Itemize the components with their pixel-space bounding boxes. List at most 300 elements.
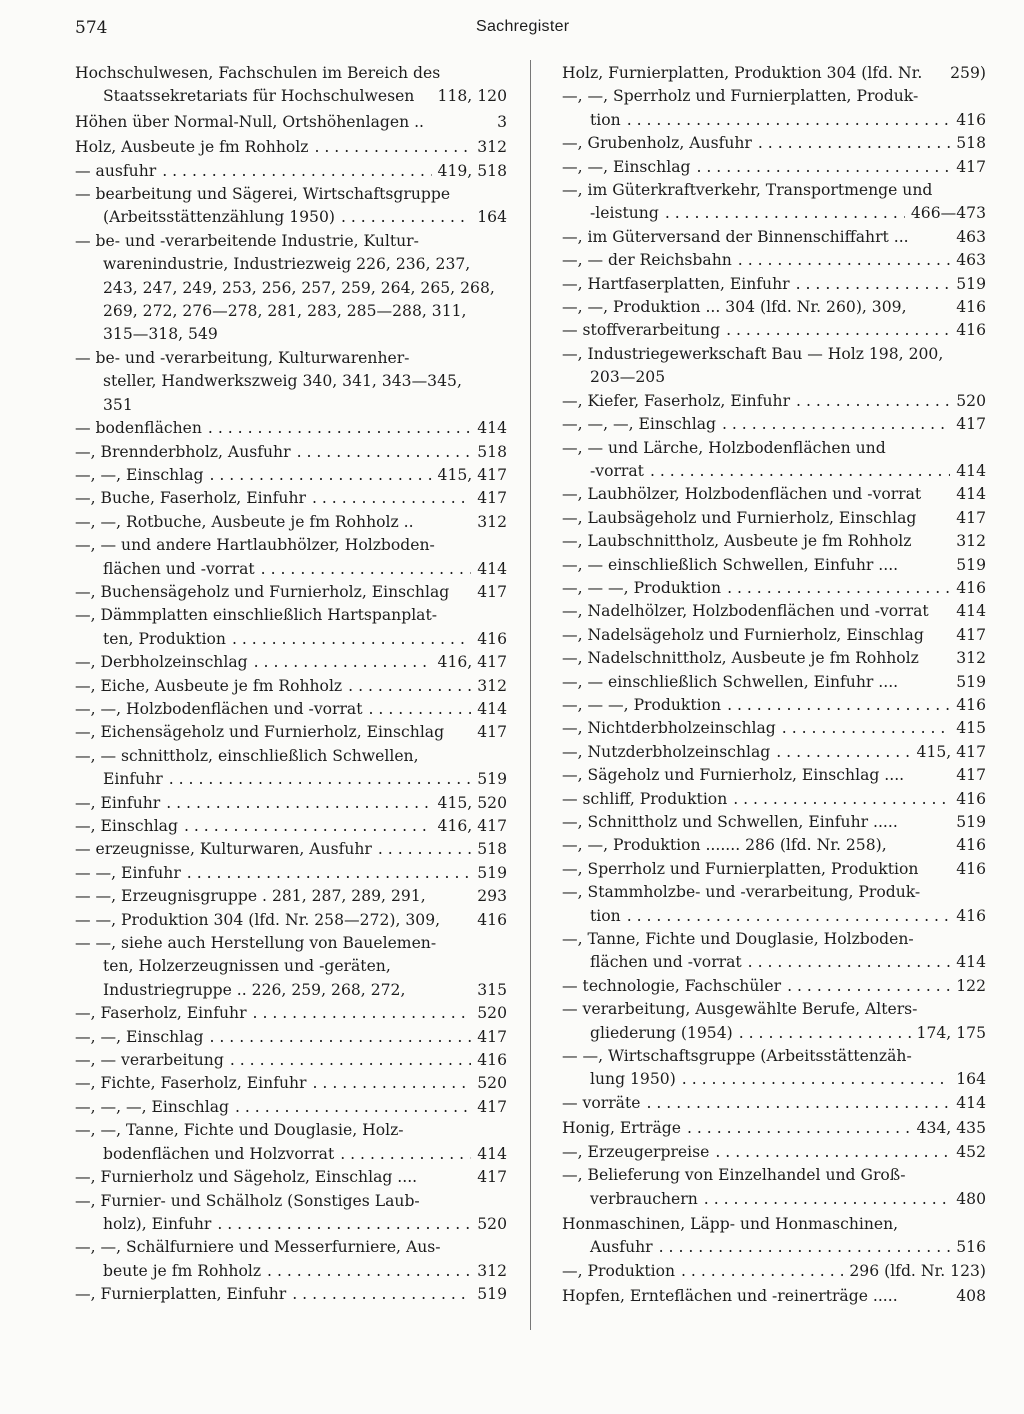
- index-entry-text: —, Nutzderbholzeinschlag: [562, 742, 771, 761]
- index-entry: [75, 838, 507, 861]
- index-entry: [75, 464, 507, 487]
- index-entry-last-line: [562, 390, 986, 413]
- page-reference: 519: [956, 672, 986, 691]
- index-entry-text: verbrauchern: [590, 1189, 698, 1208]
- index-entry-text: —, Nadelschnittholz, Ausbeute je fm Rohholz: [562, 649, 919, 668]
- index-entry: [75, 815, 507, 838]
- index-entry-last-line: [562, 483, 986, 506]
- leader-dots: [378, 838, 471, 861]
- index-entry-text: —, — verarbeitung: [75, 1051, 224, 1070]
- column-divider: [530, 60, 531, 1330]
- index-entry-last-line: [562, 366, 986, 389]
- leader-dots: [348, 675, 471, 698]
- page-reference: 416: [956, 578, 986, 597]
- index-entry: [562, 249, 986, 272]
- index-entry-text: —, Faserholz, Einfuhr: [75, 1004, 247, 1023]
- index-entry-last-line: [75, 651, 507, 674]
- page-reference: 416: [956, 789, 986, 808]
- page-reference: 174, 175: [916, 1023, 986, 1042]
- index-entry-line: —, im Güterkraftverkehr, Transportmenge und: [562, 181, 933, 200]
- page-reference: 3: [497, 112, 507, 131]
- index-entry-text: —, Hartfaserplatten, Einfuhr: [562, 274, 790, 293]
- index-entry: [562, 717, 986, 740]
- index-entry-last-line: [562, 413, 986, 436]
- index-entry-text: —, —, Rotbuche, Ausbeute je fm Rohholz ..: [75, 512, 414, 531]
- page-reference: 520: [477, 1004, 507, 1023]
- index-entry: [562, 437, 986, 484]
- index-entry: [75, 1072, 507, 1095]
- page-reference: 520: [477, 1214, 507, 1233]
- index-entry-line: Honmaschinen, Läpp- und Honmaschinen,: [562, 1214, 899, 1233]
- index-column-right: [562, 62, 986, 1309]
- index-entry-last-line: [562, 132, 986, 155]
- index-entry-last-line: [562, 647, 986, 670]
- leader-dots: [340, 1143, 471, 1166]
- page-reference: 417: [477, 1027, 507, 1046]
- leader-dots: [659, 1236, 951, 1259]
- index-entry-last-line: [562, 717, 986, 740]
- page-reference: 417: [477, 1168, 507, 1187]
- page-reference: 414: [477, 419, 507, 438]
- leader-dots: [796, 273, 951, 296]
- index-entry-last-line: [75, 160, 507, 183]
- index-entry: [562, 1117, 986, 1140]
- index-entry-text: — —, Produktion 304 (lfd. Nr. 258—272), 309,: [75, 910, 441, 929]
- index-entry: [562, 156, 986, 179]
- index-entry: [75, 487, 507, 510]
- index-entry-text: —, Buchensägeholz und Furnierholz, Einschlag: [75, 582, 450, 601]
- index-entry-text: — stoffverarbeitung: [562, 321, 721, 340]
- leader-dots: [209, 1026, 471, 1049]
- index-entry-last-line: [75, 394, 507, 417]
- index-entry-line: 243, 247, 249, 253, 256, 257, 259, 264, 265, 268,: [103, 278, 495, 297]
- index-entry-text: —, — —, Produktion: [562, 578, 722, 597]
- page-reference: 417: [956, 508, 986, 527]
- index-entry-text: —, Kiefer, Faserholz, Einfuhr: [562, 391, 791, 410]
- index-entry-last-line: [75, 85, 507, 108]
- index-entry: [562, 1092, 986, 1115]
- index-entry-last-line: [562, 156, 986, 179]
- leader-dots: [687, 1117, 911, 1140]
- index-entry-last-line: [75, 1260, 507, 1283]
- index-entry-text: —, —, Holzbodenflächen und -vorrat: [75, 699, 363, 718]
- page-reference: 519: [956, 274, 986, 293]
- leader-dots: [650, 460, 950, 483]
- index-entry-last-line: [75, 979, 507, 1002]
- index-entry-line: — be- und -verarbeitende Industrie, Kultur-: [75, 231, 419, 250]
- index-entry-text: —, Eichensägeholz und Furnierholz, Einschlag: [75, 723, 445, 742]
- leader-dots: [313, 1072, 472, 1095]
- leader-dots: [776, 741, 910, 764]
- index-entry-last-line: [562, 671, 986, 694]
- index-entry-last-line: [75, 558, 507, 581]
- page-reference: 414: [956, 953, 986, 972]
- page-reference: 480: [956, 1189, 986, 1208]
- index-entry-text: — technologie, Fachschüler: [562, 976, 782, 995]
- index-entry-text: Holz, Ausbeute je fm Rohholz: [75, 138, 309, 157]
- index-entry: [562, 390, 986, 413]
- index-entry-line: —, Stammholzbe- und -verarbeitung, Produk-: [562, 883, 921, 902]
- index-entry: [562, 530, 986, 553]
- page-reference: 312: [956, 532, 986, 551]
- index-entry: [75, 909, 507, 932]
- index-entry-last-line: [75, 136, 507, 159]
- index-entry: [75, 230, 507, 347]
- index-entry: [562, 764, 986, 787]
- page-reference: 417: [956, 415, 986, 434]
- index-entry-text: —, — einschließlich Schwellen, Einfuhr ....: [562, 555, 899, 574]
- index-entry-last-line: [75, 1166, 507, 1189]
- page-number: 574: [75, 18, 108, 38]
- leader-dots: [169, 768, 472, 791]
- leader-dots: [261, 558, 472, 581]
- page-reference: 463: [956, 251, 986, 270]
- index-entry-last-line: [562, 202, 986, 225]
- leader-dots: [187, 862, 471, 885]
- index-entry-text: 203—205: [590, 368, 666, 387]
- index-entry-last-line: [75, 675, 507, 698]
- index-entry-text: Honig, Erträge: [562, 1119, 681, 1138]
- index-entry-text: —, Derbholzeinschlag: [75, 653, 248, 672]
- index-entry-last-line: [75, 1096, 507, 1119]
- index-entry-text: —, —, Einschlag: [562, 157, 691, 176]
- index-entry-text: —, Einfuhr: [75, 793, 161, 812]
- page-reference: 519: [477, 770, 507, 789]
- index-entry-line: —, Industriegewerkschaft Bau — Holz 198, 200,: [562, 344, 944, 363]
- page-header: [0, 14, 1024, 44]
- index-entry: [562, 928, 986, 975]
- page-reference: 518: [477, 840, 507, 859]
- leader-dots: [733, 788, 950, 811]
- index-entry-last-line: [75, 885, 507, 908]
- index-entry-last-line: [562, 1141, 986, 1164]
- leader-dots: [184, 815, 432, 838]
- index-entry-text: — ausfuhr: [75, 161, 157, 180]
- index-entry-last-line: [75, 1072, 507, 1095]
- running-head: Sachregister: [476, 18, 570, 35]
- page-reference: 419, 518: [437, 161, 507, 180]
- index-entry-line: —, —, Sperrholz und Furnierplatten, Produk-: [562, 87, 919, 106]
- index-entry: [75, 885, 507, 908]
- leader-dots: [681, 1260, 843, 1283]
- index-entry-text: —, Fichte, Faserholz, Einfuhr: [75, 1074, 307, 1093]
- page-reference: 415, 520: [437, 793, 507, 812]
- index-entry-text: —, Erzeugerpreise: [562, 1142, 710, 1161]
- index-entry: [562, 998, 986, 1045]
- index-entry: [75, 136, 507, 159]
- index-entry: [562, 624, 986, 647]
- index-entry-line: —, Belieferung von Einzelhandel und Groß-: [562, 1166, 906, 1185]
- index-entry: [75, 1119, 507, 1166]
- index-entry: [562, 226, 986, 249]
- page-reference: 416: [956, 906, 986, 925]
- index-entry-last-line: [562, 905, 986, 928]
- leader-dots: [696, 156, 950, 179]
- index-entry-text: beute je fm Rohholz: [103, 1261, 262, 1280]
- index-entry: [562, 811, 986, 834]
- index-entry-text: —, Laubschnittholz, Ausbeute je fm Rohholz: [562, 532, 912, 551]
- page-reference: 417: [477, 489, 507, 508]
- page-reference: 416: [956, 321, 986, 340]
- page-reference: 416: [956, 859, 986, 878]
- page-reference: 408: [956, 1287, 986, 1306]
- index-entry: [75, 1002, 507, 1025]
- index-entry: [75, 932, 507, 1002]
- index-entry-text: —, Furnierholz und Sägeholz, Einschlag ....: [75, 1168, 418, 1187]
- index-entry: [562, 577, 986, 600]
- index-entry-last-line: [562, 226, 986, 249]
- index-entry-text: tion: [590, 906, 621, 925]
- leader-dots: [727, 694, 950, 717]
- index-entry: [75, 1026, 507, 1049]
- index-entry-text: flächen und -vorrat: [103, 559, 255, 578]
- index-entry-last-line: [75, 111, 507, 134]
- index-entry-last-line: [75, 792, 507, 815]
- index-entry: [562, 179, 986, 226]
- index-entry: [75, 581, 507, 604]
- index-entry-line: —, — und Lärche, Holzbodenflächen und: [562, 438, 886, 457]
- index-entry-text: lung 1950): [590, 1070, 676, 1089]
- page-reference: 416, 417: [437, 817, 507, 835]
- index-entry: [562, 647, 986, 670]
- leader-dots: [748, 951, 951, 974]
- leader-dots: [292, 1283, 471, 1306]
- index-entry-last-line: [562, 554, 986, 577]
- index-entry-last-line: [562, 249, 986, 272]
- index-entry-text: —, Schnittholz und Schwellen, Einfuhr .....: [562, 813, 898, 831]
- index-entry-text: —, Nichtderbholzeinschlag: [562, 719, 776, 738]
- leader-dots: [314, 136, 471, 159]
- page-reference: 463: [956, 227, 986, 246]
- page-reference: 417: [477, 582, 507, 601]
- index-entry: [562, 85, 986, 132]
- leader-dots: [208, 417, 471, 440]
- index-entry-last-line: [75, 206, 507, 229]
- index-entry-last-line: [75, 1283, 507, 1306]
- index-entry-last-line: [562, 951, 986, 974]
- index-entry-text: —, —, Produktion ... 304 (lfd. Nr. 260), 309,: [562, 298, 907, 317]
- page-reference: 417: [956, 766, 986, 785]
- page-reference: 519: [956, 555, 986, 574]
- index-entry-line: — be- und -verarbeitung, Kulturwarenher-: [75, 348, 410, 367]
- page-reference: 259): [950, 64, 986, 82]
- index-entry-text: — —, Einfuhr: [75, 863, 181, 882]
- index-entry-line: —, — schnittholz, einschließlich Schwellen,: [75, 746, 419, 765]
- leader-dots: [627, 109, 951, 132]
- index-entry-text: —, — einschließlich Schwellen, Einfuhr ....: [562, 672, 899, 691]
- index-entry-line: ten, Holzerzeugnissen und -geräten,: [103, 957, 391, 976]
- page-reference: 164: [956, 1070, 986, 1089]
- index-entry-text: 351: [103, 395, 133, 414]
- index-entry: [75, 111, 507, 134]
- index-entry-text: — —, Erzeugnisgruppe . 281, 287, 289, 291,: [75, 887, 426, 906]
- index-entry-last-line: [562, 624, 986, 647]
- index-entry: [75, 745, 507, 792]
- leader-dots: [230, 1049, 471, 1072]
- index-entry-line: —, —, Tanne, Fichte und Douglasie, Holz-: [75, 1121, 404, 1140]
- index-entry-last-line: [75, 628, 507, 651]
- index-entry-last-line: [562, 600, 986, 623]
- leader-dots: [209, 464, 431, 487]
- index-entry-text: Ausfuhr: [590, 1238, 653, 1257]
- index-entry-last-line: [562, 975, 986, 998]
- leader-dots: [682, 1068, 950, 1091]
- index-entry: [75, 183, 507, 230]
- index-entry-last-line: [562, 764, 986, 787]
- index-entry-last-line: [562, 1188, 986, 1211]
- index-entry-last-line: [562, 1236, 986, 1259]
- index-entry-text: —, Einschlag: [75, 817, 178, 835]
- index-entry-last-line: [75, 511, 507, 534]
- index-entry: [75, 1236, 507, 1283]
- page-reference: 414: [477, 699, 507, 718]
- index-entry: [562, 694, 986, 717]
- index-entry-text: Einfuhr: [103, 770, 163, 789]
- page-reference: 518: [956, 134, 986, 153]
- index-entry: [562, 296, 986, 319]
- page-reference: 312: [477, 512, 507, 531]
- leader-dots: [758, 132, 950, 155]
- index-entry-text: — schliff, Produktion: [562, 789, 728, 808]
- leader-dots: [217, 1213, 471, 1236]
- index-entry-line: Hochschulwesen, Fachschulen im Bereich des: [75, 64, 441, 82]
- index-entry: [75, 1096, 507, 1119]
- leader-dots: [254, 651, 432, 674]
- index-entry-last-line: [75, 1002, 507, 1025]
- page-reference: 417: [956, 625, 986, 644]
- index-entry: [75, 1190, 507, 1237]
- index-entry-last-line: [75, 1049, 507, 1072]
- page-reference: 416: [477, 910, 507, 929]
- index-entry: [562, 273, 986, 296]
- index-entry-last-line: [562, 811, 986, 834]
- index-entry: [75, 862, 507, 885]
- leader-dots: [312, 487, 471, 510]
- leader-dots: [267, 1260, 471, 1283]
- index-entry-last-line: [75, 698, 507, 721]
- index-entry-text: —, — der Reichsbahn: [562, 251, 732, 270]
- index-entry: [75, 1283, 507, 1306]
- index-entry-text: —, Eiche, Ausbeute je fm Rohholz: [75, 676, 343, 695]
- index-entry-last-line: [562, 1068, 986, 1091]
- page-reference: 417: [956, 157, 986, 176]
- index-entry-text: —, Nadelsägeholz und Furnierholz, Einschlag: [562, 625, 924, 644]
- index-entry-text: gliederung (1954): [590, 1023, 733, 1042]
- index-entry-text: Holz, Furnierplatten, Produktion 304 (lfd. Nr.: [562, 64, 923, 82]
- leader-dots: [341, 206, 471, 229]
- index-entry-text: —, Laubhölzer, Holzbodenflächen und -vorrat: [562, 485, 922, 504]
- index-entry-text: — bodenflächen: [75, 419, 202, 438]
- page-reference: 415: [956, 719, 986, 738]
- leader-dots: [665, 202, 905, 225]
- index-entry: [562, 319, 986, 342]
- index-entry-last-line: [562, 577, 986, 600]
- index-entry: [562, 343, 986, 390]
- index-entry-last-line: [75, 323, 507, 346]
- index-entry: [562, 132, 986, 155]
- index-entry: [75, 604, 507, 651]
- leader-dots: [235, 1096, 471, 1119]
- page-reference: 414: [956, 1093, 986, 1112]
- page-reference: 520: [477, 1074, 507, 1093]
- index-entry-last-line: [75, 838, 507, 861]
- index-entry-last-line: [75, 721, 507, 744]
- page-reference: 414: [477, 1144, 507, 1163]
- index-entry-line: —, Tanne, Fichte und Douglasie, Holzboden-: [562, 930, 914, 949]
- page-reference: 122: [956, 976, 986, 995]
- page-reference: 315: [477, 980, 507, 999]
- page-reference: 312: [477, 1261, 507, 1280]
- page-reference: 312: [477, 676, 507, 695]
- index-entry-line: — —, siehe auch Herstellung von Bauelemen-: [75, 934, 437, 953]
- index-entry-text: —, Produktion: [562, 1261, 676, 1280]
- index-entry-line: —, —, Schälfurniere und Messerfurniere, Aus-: [75, 1238, 441, 1257]
- index-entry-line: steller, Handwerkszweig 340, 341, 343—345,: [103, 372, 462, 391]
- index-entry: [562, 413, 986, 436]
- index-entry-text: —, —, Einschlag: [75, 465, 204, 484]
- index-entry-text: ten, Produktion: [103, 629, 226, 648]
- index-entry-last-line: [562, 788, 986, 811]
- index-entry: [75, 1049, 507, 1072]
- page-reference: 516: [956, 1238, 986, 1257]
- index-entry-last-line: [75, 768, 507, 791]
- page-reference: 520: [956, 391, 986, 410]
- index-entry: [75, 792, 507, 815]
- index-entry-text: —, Grubenholz, Ausfuhr: [562, 134, 752, 153]
- leader-dots: [646, 1092, 950, 1115]
- leader-dots: [727, 577, 950, 600]
- index-entry-last-line: [562, 741, 986, 764]
- page-reference: 417: [477, 723, 507, 742]
- page-reference: 416: [956, 298, 986, 317]
- index-entry: [562, 1141, 986, 1164]
- index-entry: [75, 511, 507, 534]
- index-entry: [562, 671, 986, 694]
- index-entry-text: —, Furnierplatten, Einfuhr: [75, 1285, 287, 1304]
- index-entry-text: —, —, —, Einschlag: [75, 1097, 229, 1116]
- leader-dots: [738, 249, 950, 272]
- index-entry-last-line: [562, 530, 986, 553]
- index-entry-last-line: [75, 1213, 507, 1236]
- leader-dots: [715, 1141, 950, 1164]
- page-reference: 416: [956, 836, 986, 855]
- index-entry-last-line: [562, 1022, 986, 1045]
- page-reference: 416: [477, 629, 507, 648]
- index-entry: [562, 483, 986, 506]
- index-entry-last-line: [562, 507, 986, 530]
- index-entry-text: 315—318, 549: [103, 325, 218, 344]
- index-entry: [75, 534, 507, 581]
- index-entry-last-line: [562, 1260, 986, 1283]
- index-entry-last-line: [75, 441, 507, 464]
- index-entry: [75, 1166, 507, 1189]
- index-entry-text: — erzeugnisse, Kulturwaren, Ausfuhr: [75, 840, 372, 859]
- index-entry-last-line: [75, 1026, 507, 1049]
- page-reference: 118, 120: [437, 87, 507, 106]
- page-reference: 466—473: [910, 204, 986, 223]
- index-entry-last-line: [75, 581, 507, 604]
- index-entry: [75, 160, 507, 183]
- page-reference: 414: [956, 461, 986, 480]
- index-entry-last-line: [562, 273, 986, 296]
- leader-dots: [232, 628, 471, 651]
- index-entry-last-line: [562, 296, 986, 319]
- page-reference: 414: [477, 559, 507, 578]
- page-reference: 416: [956, 695, 986, 714]
- page-reference: 414: [956, 485, 986, 504]
- index-entry-text: Höhen über Normal-Null, Ortshöhenlagen ..: [75, 112, 424, 131]
- index-entry-line: —, — und andere Hartlaubhölzer, Holzboden-: [75, 536, 435, 555]
